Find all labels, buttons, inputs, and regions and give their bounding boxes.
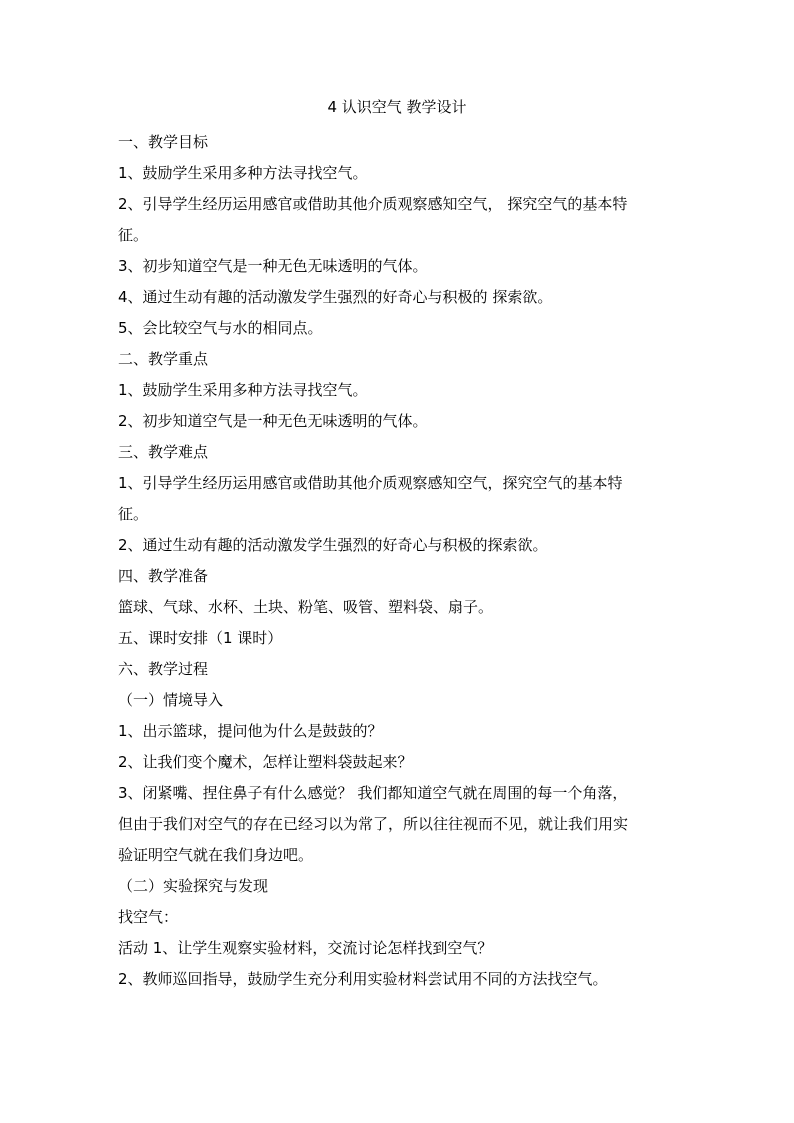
key-point-item-2: 2、初步知道空气是一种无色无味透明的气体。 — [118, 412, 428, 430]
subsection-heading-experiment: （二）实验探究与发现 — [118, 877, 269, 895]
difficulty-item-1-continued: 征。 — [118, 505, 149, 523]
section-heading-preparation: 四、教学准备 — [118, 567, 209, 585]
introduction-item-3-continued: 但由于我们对空气的存在已经习以为常了，所以往往视而不见，就让我们用实 — [118, 815, 629, 833]
difficulty-item-1: 1、引导学生经历运用感官或借助其他介质观察感知空气，探究空气的基本特 — [118, 474, 623, 492]
objective-item-4: 4、通过生动有趣的活动激发学生强烈的好奇心与积极的 探索欲。 — [118, 288, 553, 306]
introduction-item-1: 1、出示篮球，提问他为什么是鼓鼓的？ — [118, 722, 383, 740]
section-heading-key-points: 二、教学重点 — [118, 350, 209, 368]
section-heading-difficulties: 三、教学难点 — [118, 443, 209, 461]
section-heading-schedule: 五、课时安排（1 课时） — [118, 629, 283, 647]
section-heading-process: 六、教学过程 — [118, 660, 209, 678]
objective-item-1: 1、鼓励学生采用多种方法寻找空气。 — [118, 164, 368, 182]
preparation-materials: 篮球、气球、水杯、土块、粉笔、吸管、塑料袋、扇子。 — [118, 598, 494, 616]
subsection-heading-introduction: （一）情境导入 — [118, 691, 224, 709]
experiment-item-2: 2、教师巡回指导，鼓励学生充分利用实验材料尝试用不同的方法找空气。 — [118, 970, 608, 988]
section-heading-objectives: 一、教学目标 — [118, 133, 209, 151]
objective-item-5: 5、会比较空气与水的相同点。 — [118, 319, 323, 337]
document-title: 4 认识空气 教学设计 — [327, 98, 467, 116]
objective-item-2: 2、引导学生经历运用感官或借助其他介质观察感知空气， 探究空气的基本特 — [118, 195, 628, 213]
key-point-item-1: 1、鼓励学生采用多种方法寻找空气。 — [118, 381, 368, 399]
experiment-activity-1: 活动 1、让学生观察实验材料，交流讨论怎样找到空气？ — [118, 939, 493, 957]
introduction-item-3-continued-2: 验证明空气就在我们身边吧。 — [118, 846, 314, 864]
document-body — [118, 127, 678, 995]
introduction-item-2: 2、让我们变个魔术，怎样让塑料袋鼓起来？ — [118, 753, 413, 771]
experiment-find-air-label: 找空气： — [118, 908, 179, 926]
difficulty-item-2: 2、通过生动有趣的活动激发学生强烈的好奇心与积极的探索欲。 — [118, 536, 548, 554]
introduction-item-3: 3、闭紧嘴、捏住鼻子有什么感觉？ 我们都知道空气就在周围的每一个角落， — [118, 784, 628, 802]
objective-item-3: 3、初步知道空气是一种无色无味透明的气体。 — [118, 257, 428, 275]
objective-item-2-continued: 征。 — [118, 226, 149, 244]
